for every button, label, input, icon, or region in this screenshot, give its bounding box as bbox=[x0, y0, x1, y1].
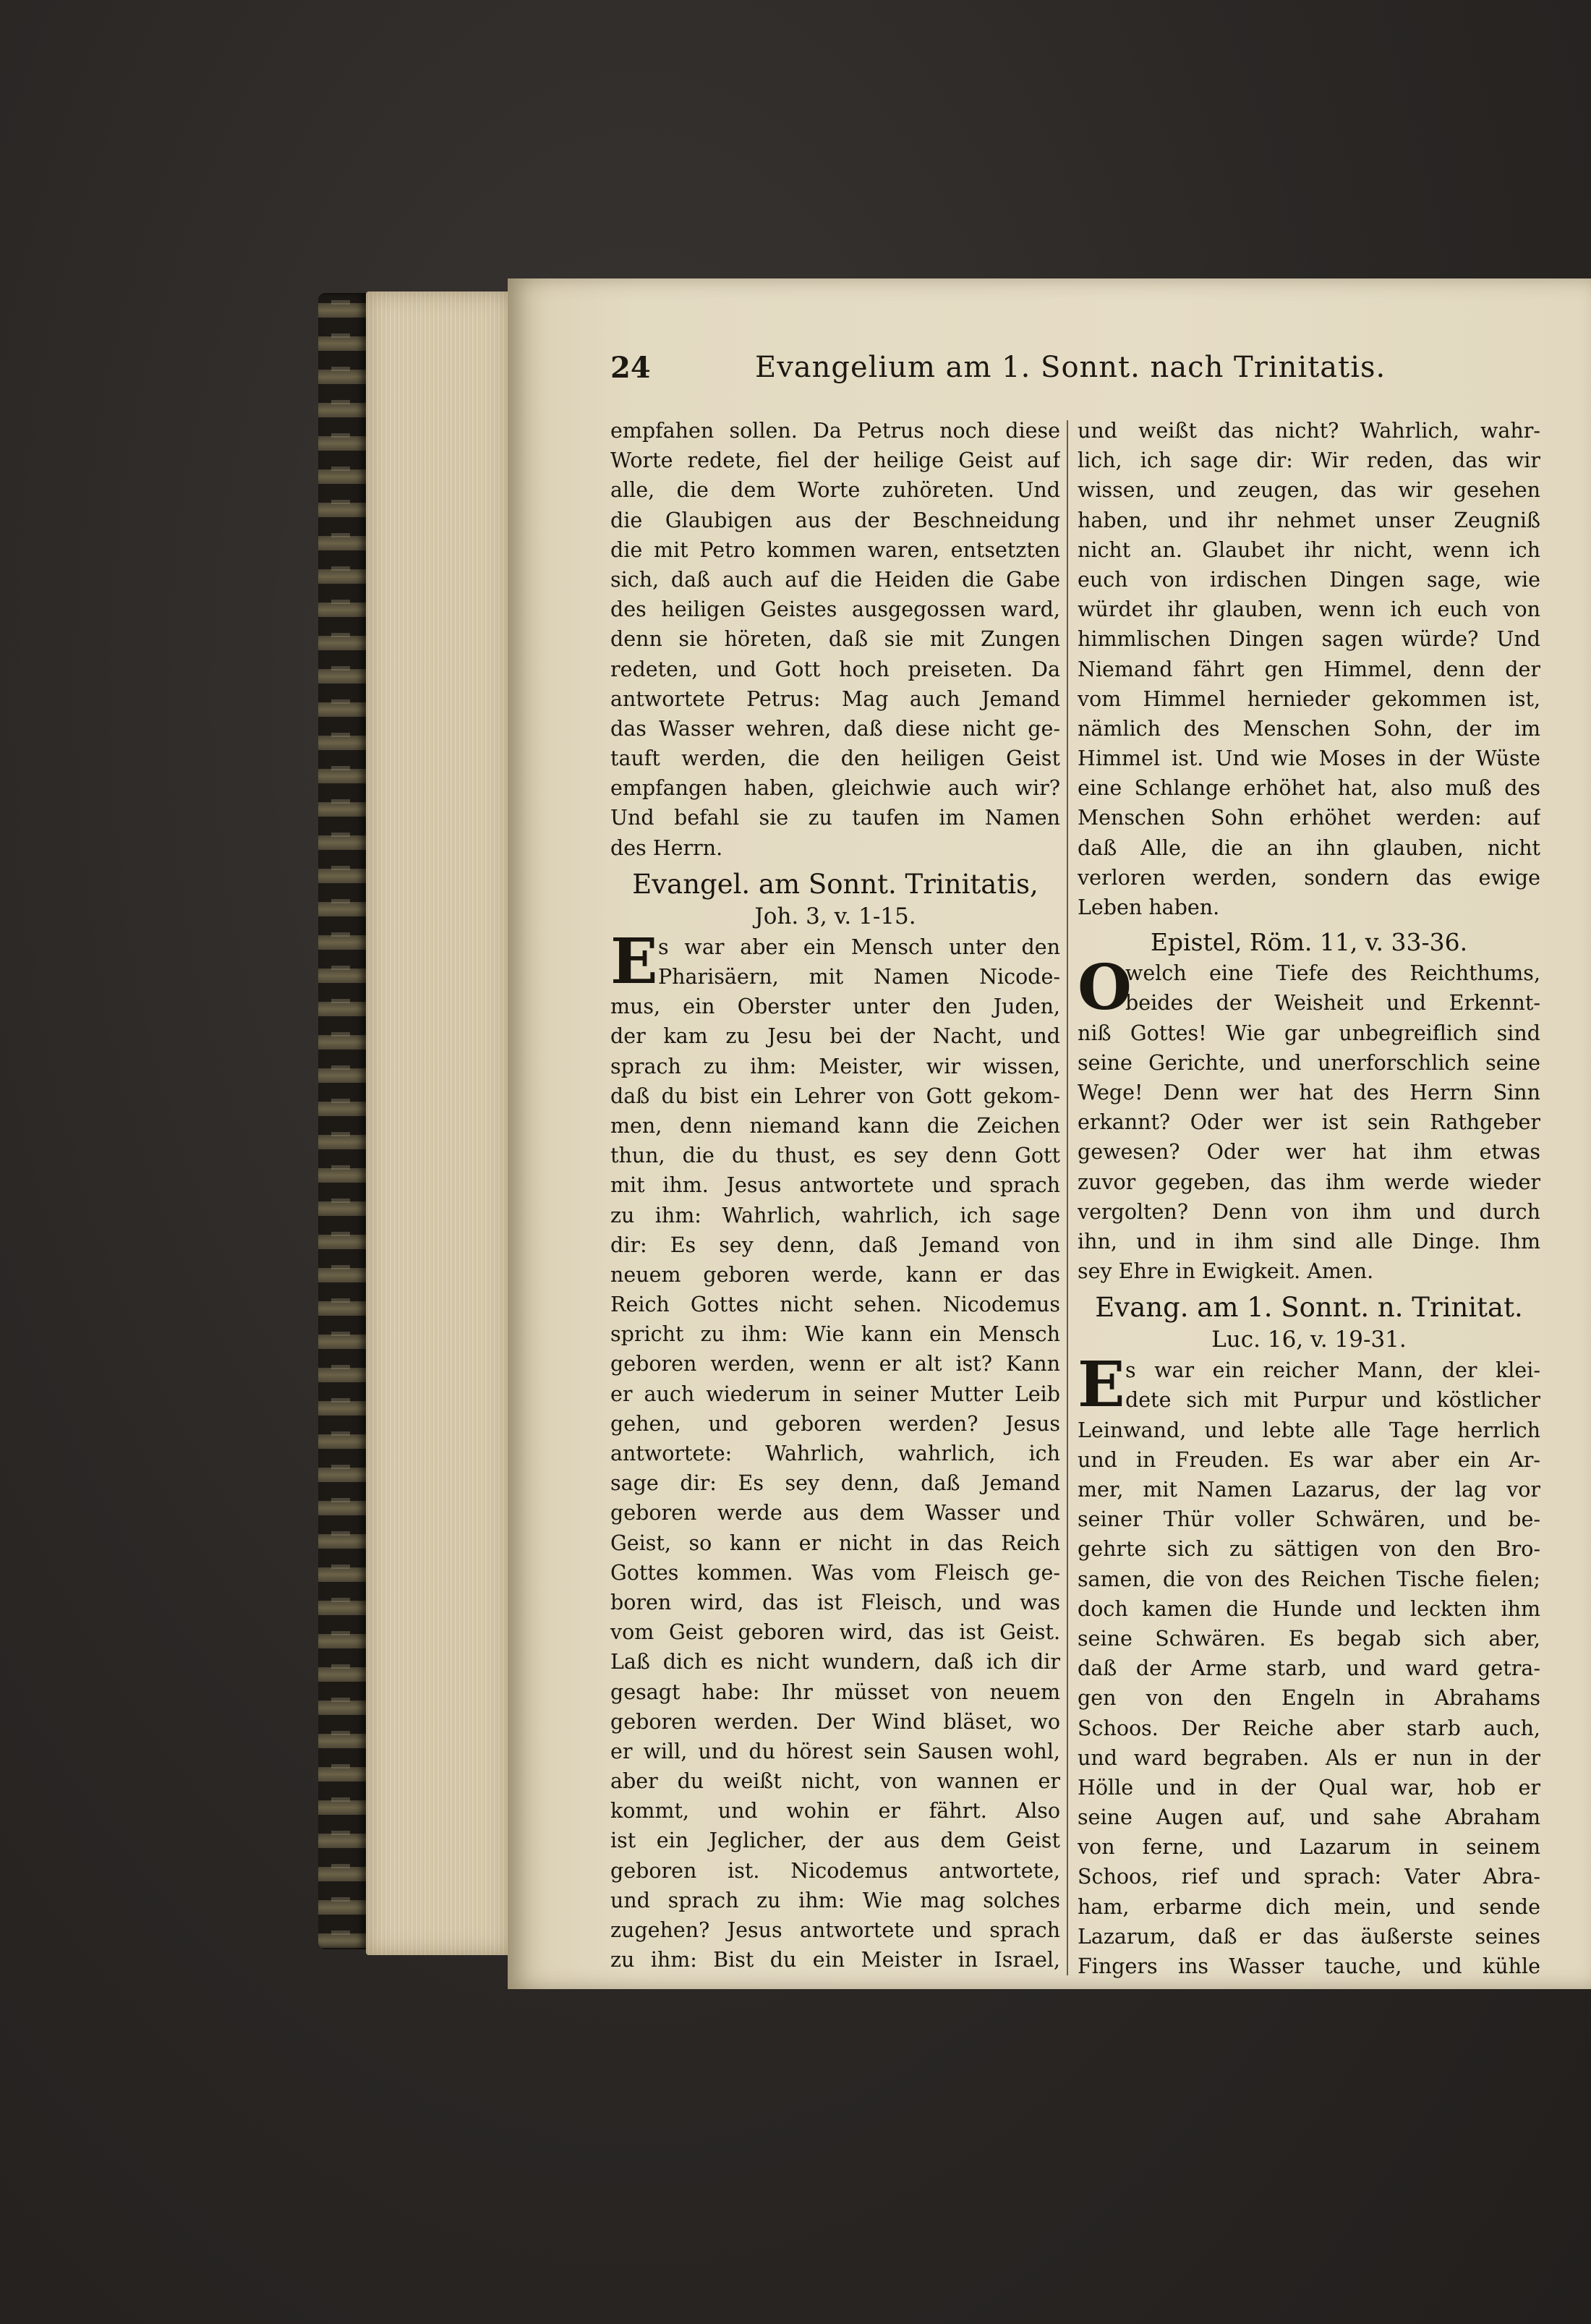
text-line: sprach zu ihm: Meister, wir wissen, bbox=[610, 1054, 1060, 1078]
epistle-first-lines bbox=[1078, 951, 1540, 1025]
drop-cap: E bbox=[1078, 1348, 1125, 1422]
text-line: Schoos. Der Reiche aber starb auch, bbox=[1078, 1716, 1540, 1740]
text-line: zu ihm: Bist du ein Meister in Israel, bbox=[610, 1948, 1060, 1972]
text-line: geboren werde aus dem Wasser und bbox=[610, 1501, 1060, 1525]
section-heading: Evangel. am Sonnt. Trinitatis, bbox=[632, 868, 1038, 900]
epistle-heading: Epistel, Röm. 11, v. 33-36. bbox=[1150, 928, 1468, 957]
text-line: Schoos, rief und sprach: Vater Abra- bbox=[1078, 1865, 1540, 1889]
text-line: zugehen? Jesus antwortete und sprach bbox=[610, 1918, 1060, 1942]
text-line: mus, ein Oberster unter den Juden, bbox=[610, 995, 1060, 1019]
text-line: redeten, und Gott hoch preiseten. Da bbox=[610, 657, 1060, 681]
text-line: und sprach zu ihm: Wie mag solches bbox=[610, 1888, 1060, 1912]
text-line: geboren ist. Nicodemus antwortete, bbox=[610, 1858, 1060, 1883]
text-line: Niemand fährt gen Himmel, denn der bbox=[1078, 657, 1540, 681]
drop-cap: E bbox=[610, 924, 658, 998]
text-line: Und befahl sie zu taufen im Namen bbox=[610, 806, 1060, 830]
text-line: himmlischen Dingen sagen würde? Und bbox=[1078, 627, 1540, 652]
page-header bbox=[610, 351, 1543, 401]
text-line: mit ihm. Jesus antwortete und sprach bbox=[610, 1173, 1060, 1198]
text-line: und ward begraben. Als er nun in der bbox=[1078, 1745, 1540, 1770]
book-page bbox=[508, 278, 1591, 1989]
text-line: niß Gottes! Wie gar unbegreiflich sind bbox=[1078, 1021, 1540, 1045]
text-line: Leinwand, und lebte alle Tage herrlich bbox=[1078, 1418, 1540, 1442]
page-number: 24 bbox=[610, 351, 651, 385]
epistle-opening bbox=[1078, 951, 1540, 1025]
text-line: Fingers ins Wasser tauche, und kühle bbox=[1078, 1954, 1540, 1978]
text-line: seine Gerichte, und unerforschlich seine bbox=[1078, 1050, 1540, 1075]
text-line: daß Alle, die an ihn glauben, nicht bbox=[1078, 835, 1540, 860]
epistle-text bbox=[1078, 1018, 1540, 1287]
text-line: zu ihm: Wahrlich, wahrlich, ich sage bbox=[610, 1203, 1060, 1227]
gospel-first-lines bbox=[1078, 1348, 1540, 1422]
section-text bbox=[610, 992, 1060, 1975]
text-line: s war ein reicher Mann, der klei- bbox=[1125, 1358, 1540, 1383]
book-spine bbox=[318, 293, 366, 1949]
text-line: empfangen haben, gleichwie auch wir? bbox=[610, 776, 1060, 801]
section-opening bbox=[610, 924, 1060, 998]
text-line: s war aber ein Mensch unter den bbox=[658, 935, 1060, 959]
text-line: nämlich des Menschen Sohn, der im bbox=[1078, 716, 1540, 741]
text-line: Laß dich es nicht wundern, daß ich dir bbox=[610, 1650, 1060, 1674]
gospel-reference: Luc. 16, v. 19-31. bbox=[1211, 1327, 1407, 1353]
text-line: gehrte sich zu sättigen von den Bro- bbox=[1078, 1537, 1540, 1562]
running-head: Evangelium am 1. Sonnt. nach Trinitatis. bbox=[755, 351, 1386, 384]
text-line: ihn, und in ihm sind alle Dinge. Ihm bbox=[1078, 1229, 1540, 1253]
text-line: verloren werden, sondern das ewige bbox=[1078, 865, 1540, 890]
text-line: daß der Arme starb, und ward getra- bbox=[1078, 1656, 1540, 1681]
text-line: denn sie höreten, daß sie mit Zungen bbox=[610, 627, 1060, 652]
text-line: tauft werden, die den heiligen Geist bbox=[610, 746, 1060, 771]
text-line: antwortete Petrus: Mag auch Jemand bbox=[610, 686, 1060, 711]
text-line: von ferne, und Lazarum in seinem bbox=[1078, 1835, 1540, 1860]
text-line: antwortete: Wahrlich, wahrlich, ich bbox=[610, 1442, 1060, 1465]
text-line: seine Schwären. Es begab sich aber, bbox=[1078, 1626, 1540, 1651]
text-line: dir: Es sey denn, daß Jemand von bbox=[610, 1233, 1060, 1257]
text-line: beides der Weisheit und Erkennt- bbox=[1125, 991, 1540, 1016]
text-line: Reich Gottes nicht sehen. Nicodemus bbox=[610, 1293, 1060, 1317]
text-line: samen, die von des Reichen Tische fielen; bbox=[1078, 1567, 1540, 1591]
text-line: vom Himmel hernieder gekommen ist, bbox=[1078, 686, 1540, 711]
text-line: boren wird, das ist Fleisch, und was bbox=[610, 1590, 1060, 1614]
text-line: vergolten? Denn von ihm und durch bbox=[1078, 1199, 1540, 1224]
gospel-opening bbox=[1078, 1348, 1540, 1422]
text-line: doch kamen die Hunde und leckten ihm bbox=[1078, 1596, 1540, 1621]
text-line: neuem geboren werde, kann er das bbox=[610, 1262, 1060, 1287]
text-line: kommt, und wohin er fährt. Also bbox=[610, 1799, 1060, 1823]
text-line: nicht an. Glaubet ihr nicht, wenn ich bbox=[1078, 537, 1540, 562]
text-line: des Herrn. bbox=[610, 835, 723, 860]
text-line: aber du weißt nicht, von wannen er bbox=[610, 1769, 1060, 1794]
drop-cap: O bbox=[1078, 951, 1132, 1025]
text-line: der kam zu Jesu bei der Nacht, und bbox=[610, 1024, 1060, 1049]
text-line: Pharisäern, mit Namen Nicode- bbox=[658, 965, 1060, 989]
text-line: Worte redete, fiel der heilige Geist auf bbox=[610, 448, 1060, 473]
text-line: das Wasser wehren, daß diese nicht ge- bbox=[610, 716, 1060, 741]
text-line: Lazarum, daß er das äußerste seines bbox=[1078, 1924, 1540, 1949]
text-line: Wege! Denn wer hat des Herrn Sinn bbox=[1078, 1080, 1540, 1104]
text-line: zuvor gegeben, das ihm werde wieder bbox=[1078, 1170, 1540, 1194]
section-first-lines bbox=[610, 924, 1060, 998]
text-line: wissen, und zeugen, das wir gesehen bbox=[1078, 478, 1540, 503]
text-line: die mit Petro kommen waren, entsetzten bbox=[610, 537, 1060, 562]
text-line: men, denn niemand kann die Zeichen bbox=[610, 1113, 1060, 1138]
text-line: eine Schlange erhöhet hat, also muß des bbox=[1078, 776, 1540, 801]
text-line: welch eine Tiefe des Reichthums, bbox=[1125, 961, 1540, 986]
text-line: sage dir: Es sey denn, daß Jemand bbox=[610, 1471, 1060, 1496]
section-reference: Joh. 3, v. 1-15. bbox=[754, 903, 916, 929]
text-line: geboren werden. Der Wind bläset, wo bbox=[610, 1709, 1060, 1734]
text-line: Menschen Sohn erhöhet werden: auf bbox=[1078, 806, 1540, 830]
text-line: alle, die dem Worte zuhöreten. Und bbox=[610, 478, 1060, 503]
text-line: er auch wiederum in seiner Mutter Leib bbox=[610, 1382, 1060, 1406]
text-line: und in Freuden. Es war aber ein Ar- bbox=[1078, 1447, 1540, 1472]
text-line: empfahen sollen. Da Petrus noch diese bbox=[610, 419, 1060, 443]
gospel-text bbox=[1078, 1416, 1540, 1982]
page-edges bbox=[366, 291, 511, 1955]
column-rule bbox=[1067, 420, 1068, 1975]
text-line: seiner Thür voller Schwären, und be- bbox=[1078, 1507, 1540, 1532]
text-line: daß du bist ein Lehrer von Gott gekom- bbox=[610, 1084, 1060, 1108]
text-line: Hölle und in der Qual war, hob er bbox=[1078, 1775, 1540, 1800]
text-line: gesagt habe: Ihr müsset von neuem bbox=[610, 1680, 1060, 1704]
text-line: gehen, und geboren werden? Jesus bbox=[610, 1411, 1060, 1436]
text-line: haben, und ihr nehmet unser Zeugniß bbox=[1078, 508, 1540, 532]
text-line: thun, die du thust, es sey denn Gott bbox=[610, 1144, 1060, 1168]
text-line: würdet ihr glauben, wenn ich euch von bbox=[1078, 597, 1540, 622]
text-line: Himmel ist. Und wie Moses in der Wüste bbox=[1078, 746, 1540, 771]
text-line: vom Geist geboren wird, das ist Geist. bbox=[610, 1620, 1060, 1645]
right-column bbox=[1078, 416, 1540, 1981]
text-line: euch von irdischen Dingen sage, wie bbox=[1078, 567, 1540, 592]
text-line: des heiligen Geistes ausgegossen ward, bbox=[610, 597, 1060, 622]
text-line: lich, ich sage dir: Wir reden, das wir bbox=[1078, 448, 1540, 473]
text-line: dete sich mit Purpur und köstlicher bbox=[1125, 1388, 1540, 1413]
text-line: mer, mit Namen Lazarus, der lag vor bbox=[1078, 1478, 1540, 1502]
text-line: seine Augen auf, und sahe Abraham bbox=[1078, 1805, 1540, 1830]
text-line: Geist, so kann er nicht in das Reich bbox=[610, 1531, 1060, 1555]
left-column bbox=[610, 416, 1060, 1975]
gospel-heading: Evang. am 1. Sonnt. n. Trinitat. bbox=[1095, 1292, 1523, 1324]
text-line: sich, daß auch auf die Heiden die Gabe bbox=[610, 567, 1060, 592]
text-line: ham, erbarme dich mein, und sende bbox=[1078, 1894, 1540, 1919]
text-line: die Glaubigen aus der Beschneidung bbox=[610, 508, 1060, 532]
text-line: geboren werden, wenn er alt ist? Kann bbox=[610, 1352, 1060, 1376]
text-line: sey Ehre in Ewigkeit. Amen. bbox=[1078, 1259, 1374, 1284]
text-line: er will, und du hörest sein Sausen wohl, bbox=[610, 1739, 1060, 1763]
text-line: erkannt? Oder wer ist sein Rathgeber bbox=[1078, 1110, 1540, 1135]
text-line: spricht zu ihm: Wie kann ein Mensch bbox=[610, 1322, 1060, 1347]
left-intro-text bbox=[610, 416, 1060, 863]
text-line: ist ein Jeglicher, der aus dem Geist bbox=[610, 1829, 1060, 1853]
text-line: Leben haben. bbox=[1078, 895, 1220, 919]
book bbox=[318, 278, 1591, 1989]
text-line: gewesen? Oder wer hat ihm etwas bbox=[1078, 1140, 1540, 1165]
text-line: und weißt das nicht? Wahrlich, wahr- bbox=[1078, 419, 1540, 443]
text-line: Gottes kommen. Was vom Fleisch ge- bbox=[610, 1560, 1060, 1585]
right-intro-text bbox=[1078, 416, 1540, 922]
text-line: gen von den Engeln in Abrahams bbox=[1078, 1686, 1540, 1711]
